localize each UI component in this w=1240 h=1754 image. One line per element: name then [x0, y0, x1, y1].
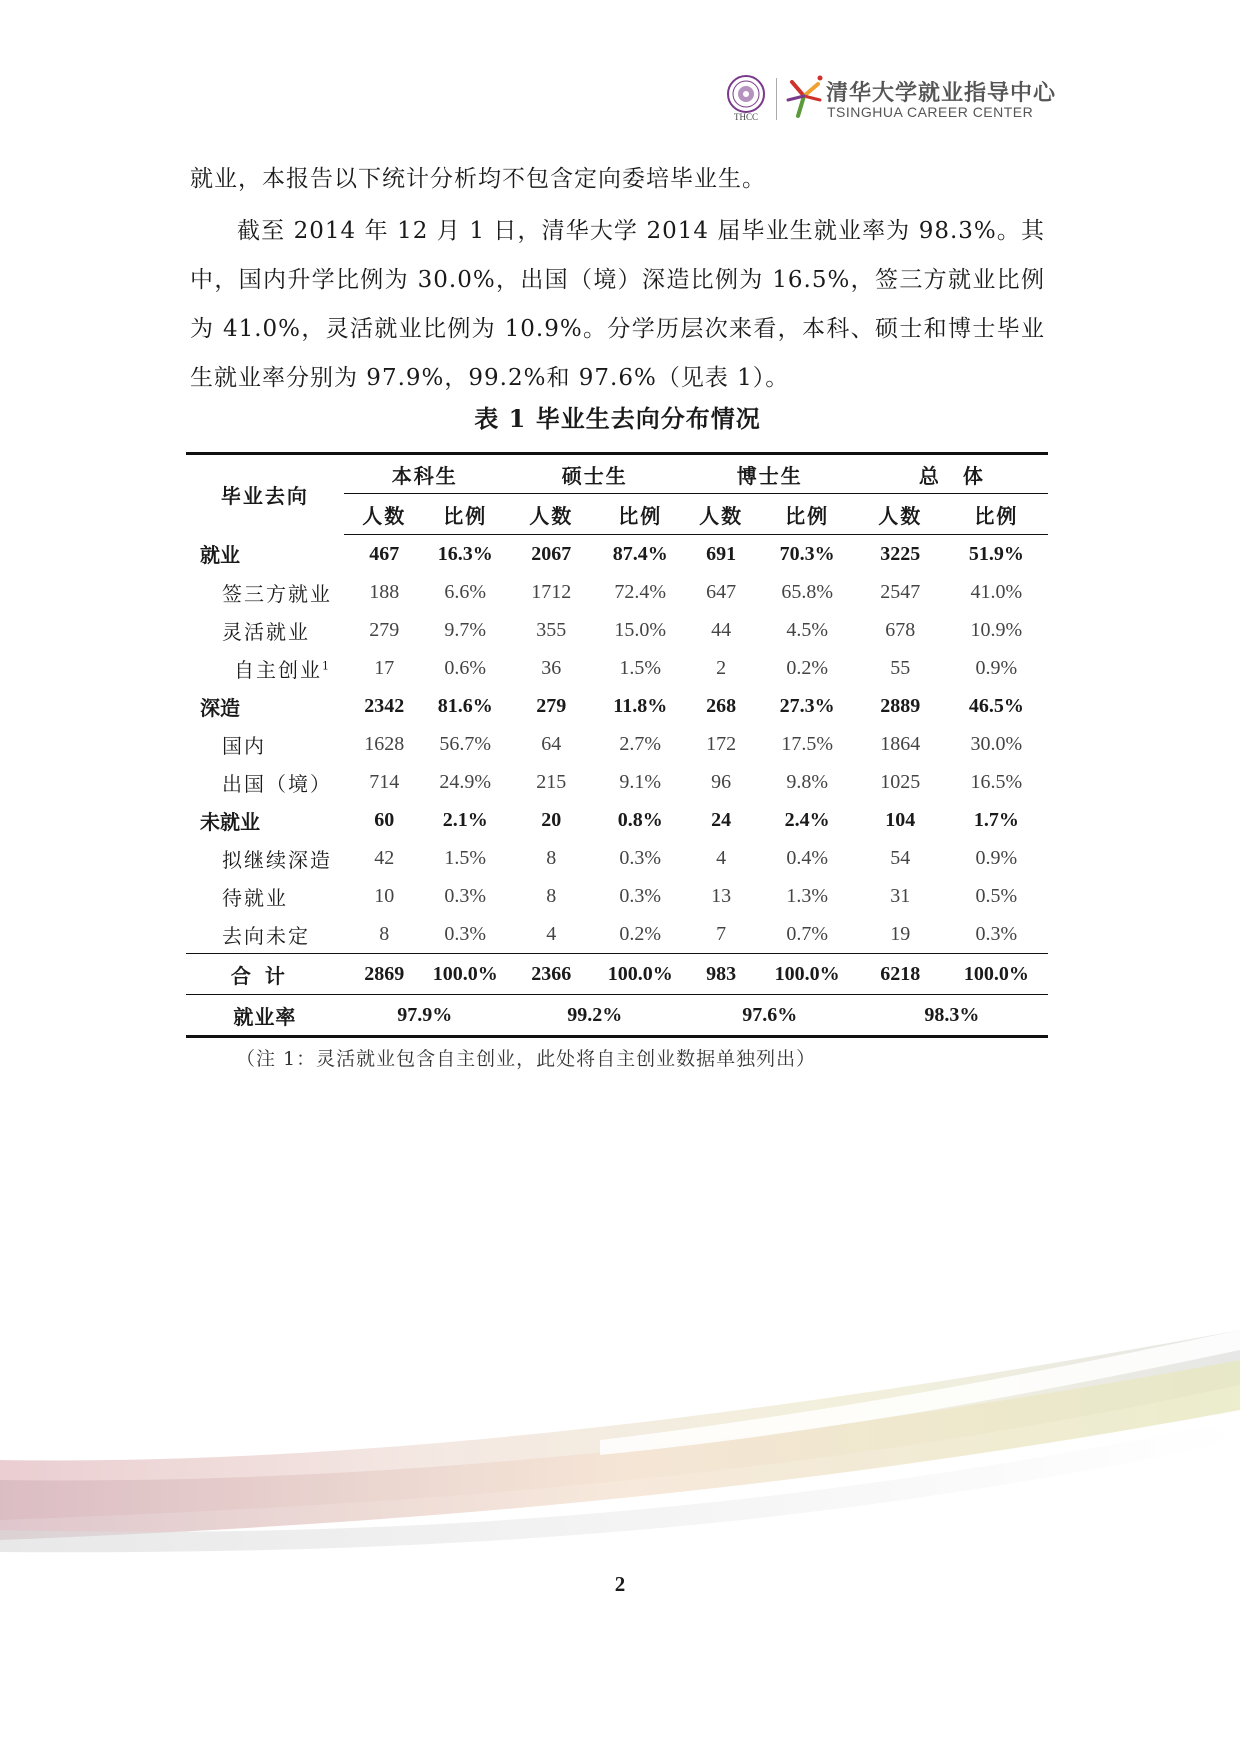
cell-value: 9.1% — [619, 770, 662, 793]
table-footnote: （注 1：灵活就业包含自主创业，此处将自主创业数据单独列出） — [236, 1048, 817, 1070]
table-row — [186, 725, 1048, 763]
cell-value: 2.7% — [619, 732, 662, 755]
table-row — [186, 877, 1048, 915]
cell-value: 2 — [716, 656, 727, 679]
cell-value: 8 — [546, 884, 557, 907]
cell-value: 0.4% — [786, 846, 828, 869]
cell-value: 104 — [885, 808, 916, 831]
footnote-marker: 1 — [322, 658, 329, 672]
cell-value: 100.0% — [945, 954, 1048, 995]
cell-value: 2869 — [344, 954, 425, 995]
cell-value: 100.0% — [425, 954, 506, 995]
cell-value: 87.4% — [612, 542, 668, 565]
cell-value: 16.3% — [437, 542, 493, 565]
cell-value: 2.4% — [784, 808, 830, 831]
decorative-swoosh — [0, 1290, 1240, 1620]
subheader-count: 人数 — [856, 494, 945, 535]
cell-value: 42 — [374, 846, 395, 869]
cell-value: 24 — [711, 808, 732, 831]
cell-value: 279 — [369, 618, 400, 641]
cell-value: 467 — [369, 542, 400, 565]
cell-value: 8 — [379, 922, 390, 945]
table-row — [186, 801, 1048, 839]
cell-value: 51.9% — [968, 542, 1024, 565]
table-total-row — [186, 954, 1048, 995]
cell-value: 17 — [374, 656, 395, 679]
cell-value: 0.3% — [619, 846, 662, 869]
paragraph-intro-continued: 就业，本报告以下统计分析均不包含定向委培毕业生。 — [190, 166, 766, 192]
cell-value: 1025 — [880, 770, 921, 793]
cell-value: 19 — [890, 922, 911, 945]
cell-value: 0.3% — [975, 922, 1018, 945]
seal-caption: THCC — [733, 112, 758, 122]
row-label: 就业 — [200, 543, 240, 568]
table-row — [186, 763, 1048, 801]
cell-value: 41.0% — [970, 580, 1023, 603]
subheader-count: 人数 — [684, 494, 759, 535]
logo-divider — [776, 78, 777, 120]
cell-value: 0.2% — [786, 656, 828, 679]
subheader-ratio: 比例 — [759, 494, 856, 535]
cell-value: 2547 — [880, 580, 921, 603]
cell-value: 64 — [541, 732, 562, 755]
row-label: 签三方就业 — [222, 581, 332, 606]
table-header-row-groups — [186, 454, 1048, 494]
row-label — [186, 649, 344, 687]
cell-value: 4 — [716, 846, 727, 869]
cell-value: 0.6% — [444, 656, 487, 679]
cell-value: 72.4% — [614, 580, 667, 603]
row-label: 灵活就业 — [222, 619, 310, 644]
cell-value: 0.5% — [975, 884, 1018, 907]
row-label: 出国（境） — [222, 771, 332, 796]
total-label: 合计 — [186, 954, 344, 995]
cell-value: 100.0% — [597, 954, 684, 995]
group-header-overall: 总 体 — [856, 454, 1048, 494]
subheader-count: 人数 — [506, 494, 597, 535]
cell-value: 44 — [711, 618, 732, 641]
cell-value: 46.5% — [968, 694, 1024, 717]
cell-value: 188 — [369, 580, 400, 603]
cell-value: 355 — [536, 618, 567, 641]
cell-value: 1864 — [880, 732, 921, 755]
cell-value: 1.3% — [786, 884, 828, 907]
table-row — [186, 687, 1048, 725]
cell-value: 10.9% — [970, 618, 1023, 641]
row-header-destination: 毕业去向 — [220, 484, 309, 509]
group-header-undergrad: 本科生 — [344, 454, 506, 494]
cell-value: 81.6% — [437, 694, 493, 717]
table-row — [186, 649, 1048, 687]
cell-value: 56.7% — [439, 732, 492, 755]
table-row — [186, 839, 1048, 877]
cell-value: 11.8% — [613, 694, 668, 717]
table-row — [186, 915, 1048, 954]
cell-value: 15.0% — [614, 618, 667, 641]
cell-value: 13 — [711, 884, 732, 907]
row-label: 去向未定 — [222, 923, 310, 948]
cell-value: 1.5% — [444, 846, 487, 869]
cell-value: 691 — [706, 542, 737, 565]
cell-value: 2889 — [880, 694, 921, 717]
rate-label: 就业率 — [186, 995, 344, 1037]
cell-value: 10 — [374, 884, 395, 907]
cell-value: 2366 — [506, 954, 597, 995]
cell-value: 0.2% — [619, 922, 662, 945]
cell-value: 215 — [536, 770, 567, 793]
cell-value: 55 — [890, 656, 911, 679]
cell-value: 1.7% — [973, 808, 1019, 831]
cell-value: 3225 — [880, 542, 921, 565]
logo-chinese-name: 清华大学就业指导中心 — [826, 81, 1057, 106]
cell-value: 36 — [541, 656, 562, 679]
cell-value: 100.0% — [759, 954, 856, 995]
row-label-text: 自主创业 — [234, 657, 322, 682]
row-label: 深造 — [200, 695, 240, 720]
cell-value: 6.6% — [444, 580, 487, 603]
cell-value: 0.9% — [975, 846, 1018, 869]
cell-value: 24.9% — [439, 770, 492, 793]
page-number: 2 — [614, 1572, 626, 1596]
cell-value: 17.5% — [781, 732, 833, 755]
header-logo — [726, 74, 1057, 124]
cell-value: 0.8% — [617, 808, 663, 831]
cell-value: 65.8% — [781, 580, 833, 603]
cell-value: 2342 — [364, 694, 405, 717]
cell-value: 4.5% — [786, 618, 828, 641]
cell-value: 678 — [885, 618, 916, 641]
logo-english-name: TSINGHUA CAREER CENTER — [827, 104, 1034, 120]
subheader-ratio: 比例 — [945, 494, 1048, 535]
cell-value: 60 — [374, 808, 395, 831]
table-title: 表 1 毕业生去向分布情况 — [474, 404, 761, 433]
subheader-ratio: 比例 — [425, 494, 506, 535]
subheader-ratio: 比例 — [597, 494, 684, 535]
table-row — [186, 611, 1048, 649]
rate-value-undergrad: 97.9% — [344, 995, 506, 1037]
rate-value-phd: 97.6% — [684, 995, 856, 1037]
cell-value: 9.7% — [444, 618, 487, 641]
row-label: 拟继续深造 — [222, 847, 332, 872]
row-label: 国内 — [222, 733, 266, 758]
group-header-master: 硕士生 — [506, 454, 684, 494]
table-row — [186, 573, 1048, 611]
cell-value: 714 — [369, 770, 400, 793]
subheader-count: 人数 — [344, 494, 425, 535]
graduate-destination-table — [186, 452, 1048, 1038]
rate-value-overall: 98.3% — [856, 995, 1048, 1037]
cell-value: 20 — [541, 808, 562, 831]
cell-value: 0.7% — [786, 922, 828, 945]
cell-value: 647 — [706, 580, 737, 603]
cell-value: 8 — [546, 846, 557, 869]
cell-value: 9.8% — [786, 770, 828, 793]
cell-value: 2.1% — [442, 808, 488, 831]
cell-value: 279 — [536, 694, 567, 717]
cell-value: 0.9% — [975, 656, 1018, 679]
cell-value: 31 — [890, 884, 911, 907]
cell-value: 1.5% — [619, 656, 662, 679]
cell-value: 983 — [684, 954, 759, 995]
cell-value: 0.3% — [444, 922, 487, 945]
cell-value: 54 — [890, 846, 911, 869]
paragraph-employment-summary: 截至 2014 年 12 月 1 日，清华大学 2014 届毕业生就业率为 98.3%。其中，国内升学比例为 30.0%，出国（境）深造比例为 16.5%，签三方就业比例为 41.0%，灵活就业比例为 10.9%。分学历层次来看，本科、硕士和博士毕业生就业率分别为 97.9%，99.2%和 97.6%（见表 1）。 — [190, 218, 1045, 391]
cell-value: 30.0% — [970, 732, 1023, 755]
cell-value: 4 — [546, 922, 557, 945]
cell-value: 0.3% — [444, 884, 487, 907]
cell-value: 70.3% — [779, 542, 835, 565]
cell-value: 0.3% — [619, 884, 662, 907]
cell-value: 2067 — [531, 542, 572, 565]
cell-value: 16.5% — [970, 770, 1023, 793]
cell-value: 1712 — [531, 580, 572, 603]
cell-value: 7 — [716, 922, 727, 945]
rate-value-master: 99.2% — [506, 995, 684, 1037]
cell-value: 96 — [711, 770, 732, 793]
tsinghua-seal-icon — [726, 74, 766, 114]
row-label: 未就业 — [200, 809, 260, 834]
row-label: 待就业 — [222, 885, 288, 910]
cell-value: 1628 — [364, 732, 405, 755]
cell-value: 268 — [706, 694, 737, 717]
table-row — [186, 535, 1048, 574]
group-header-phd: 博士生 — [684, 454, 856, 494]
table-employment-rate-row — [186, 995, 1048, 1037]
cell-value: 6218 — [856, 954, 945, 995]
cell-value: 27.3% — [779, 694, 835, 717]
career-center-star-icon — [784, 74, 824, 120]
cell-value: 172 — [706, 732, 737, 755]
